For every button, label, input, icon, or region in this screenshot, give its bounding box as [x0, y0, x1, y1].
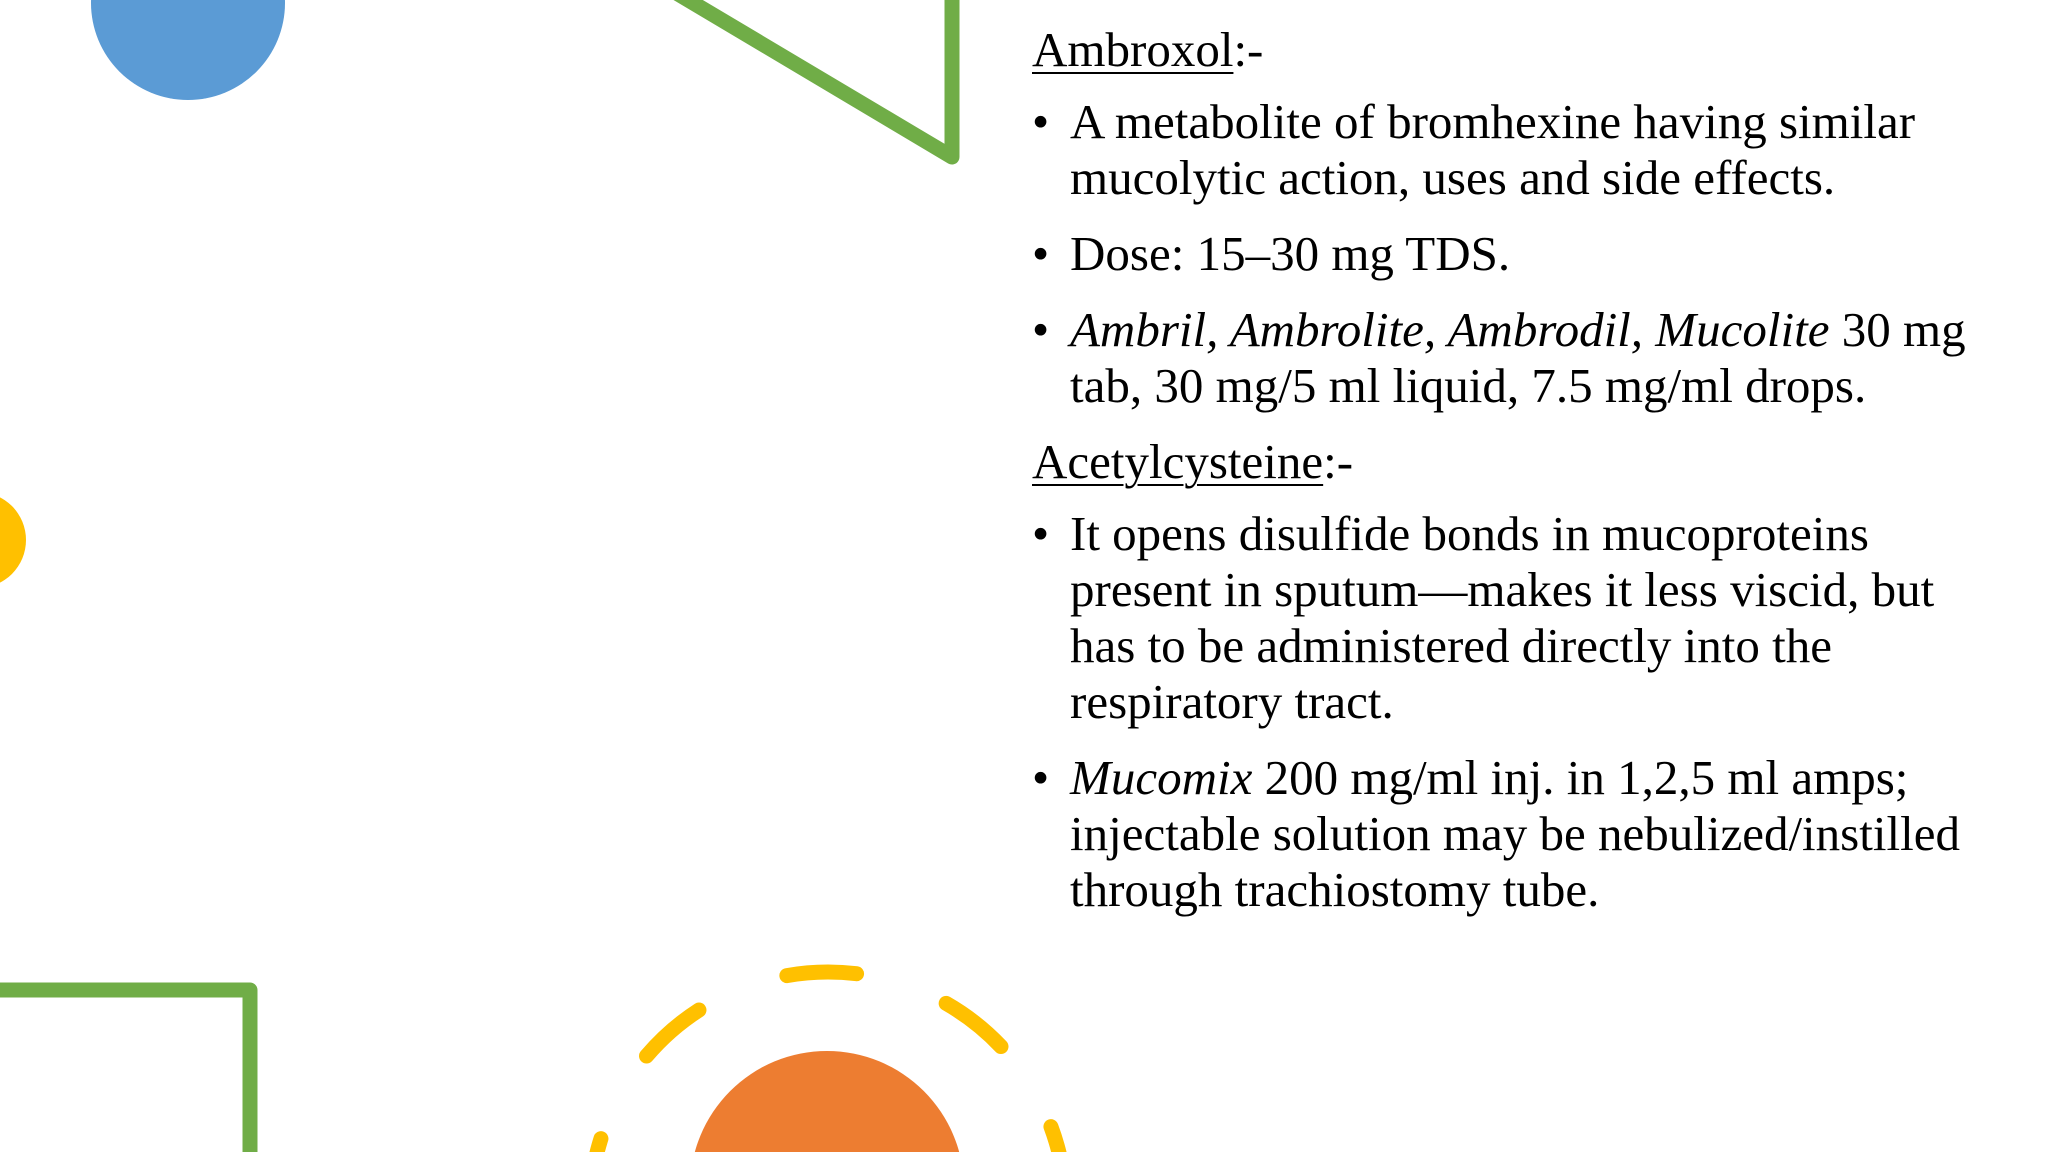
bullet-text: 30 mg tab, 30 mg/5 ml liquid, 7.5 mg/ml drops.: [1070, 302, 1966, 413]
bullet-text: 200 mg/ml inj. in 1,2,5 ml amps; injectable solution may be nebulized/instilled through trachiostomy tube.: [1070, 750, 1960, 917]
acetylcysteine-heading: [1032, 434, 1992, 490]
blue-circle-shape: [91, 0, 285, 100]
yellow-half-circle-shape: [0, 492, 26, 588]
orange-circle-shape: [690, 1051, 964, 1152]
acetylcysteine-heading-term: Acetylcysteine: [1032, 434, 1324, 489]
bullet-text: Dose: 15–30 mg TDS.: [1070, 226, 1511, 281]
ambroxol-bullet-item: [1032, 94, 1992, 206]
ambroxol-bullet-list: [1032, 94, 1992, 414]
brand-name-italic: Mucomix: [1070, 750, 1253, 805]
bullet-dot: •: [1032, 506, 1050, 561]
ambroxol-heading-term: Ambroxol: [1032, 22, 1234, 77]
ambroxol-bullet-item: [1032, 302, 1992, 414]
brand-names-italic: Ambril, Ambrolite, Ambrodil, Mucolite: [1070, 302, 1830, 357]
bullet-text: It opens disulfide bonds in mucoproteins present in sputum—makes it less viscid, but has to be administered directly into the respiratory tract.: [1070, 506, 1935, 729]
acetylcysteine-bullet-list: [1032, 506, 1992, 918]
bullet-dot: •: [1032, 226, 1050, 281]
acetylcysteine-heading-suffix: :-: [1323, 434, 1354, 489]
bullet-text: A metabolite of bromhexine having similar mucolytic action, uses and side effects.: [1070, 94, 1916, 205]
green-square-outline-shape: [0, 990, 250, 1152]
bullet-dot: •: [1032, 750, 1050, 805]
ambroxol-heading-suffix: :-: [1233, 22, 1264, 77]
green-triangle-shape: [668, 0, 952, 157]
acetylcysteine-bullet-item: [1032, 750, 1992, 918]
bullet-dot: •: [1032, 94, 1050, 149]
ambroxol-heading: [1032, 22, 1992, 78]
ambroxol-bullet-item: [1032, 226, 1992, 282]
slide-text-content: [1032, 22, 1992, 938]
acetylcysteine-bullet-item: [1032, 506, 1992, 730]
bullet-dot: •: [1032, 302, 1050, 357]
